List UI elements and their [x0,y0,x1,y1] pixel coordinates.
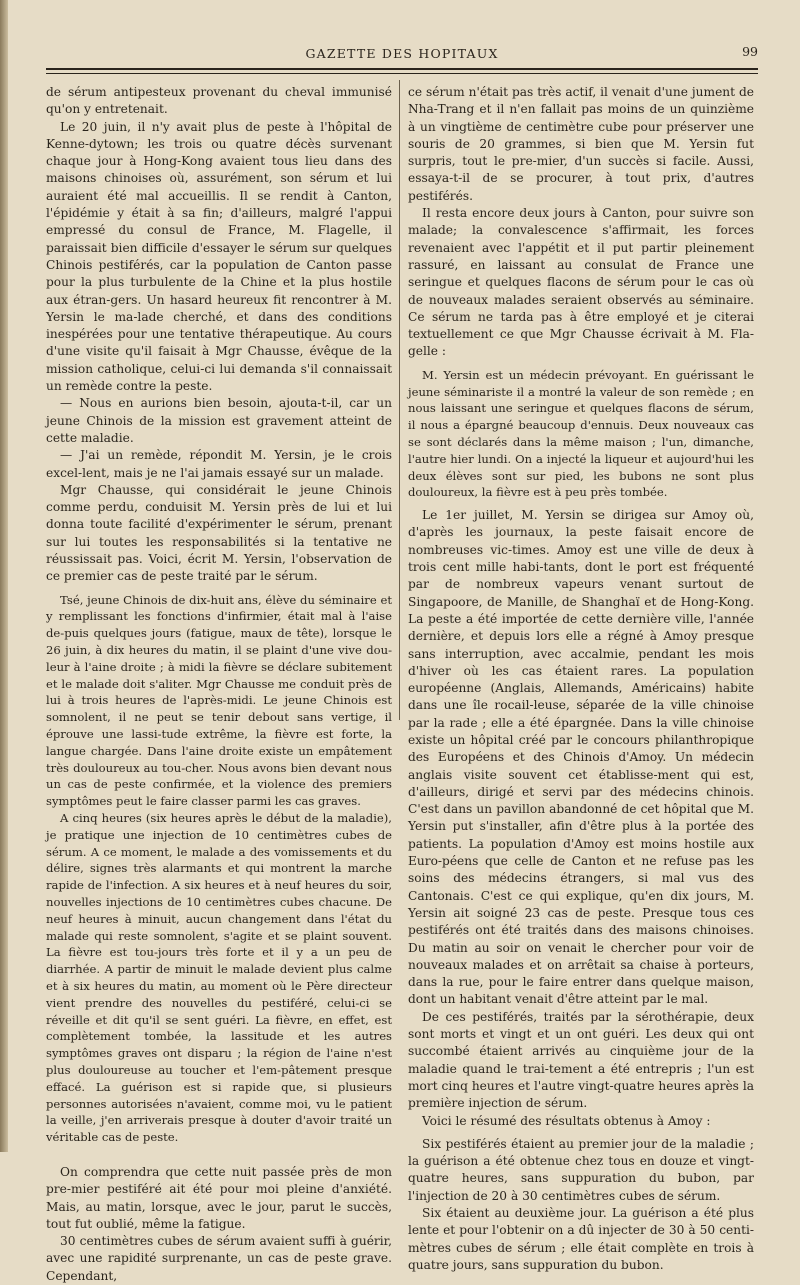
running-title: GAZETTE DES HOPITAUX [305,46,499,61]
paragraph: Voici le résumé des résultats obtenus à Amoy : [422,1113,711,1128]
column-divider [399,80,400,720]
paragraph: — Nous en aurions bien besoin, ajouta-t-il, car un jeune Chinois de la mission est gravement atteint de cette maladie. [46,396,392,445]
paragraph: De ces pestiférés, traités par la sérothérapie, deux sont morts et vingt et un ont guéri. Les deux qui ont succombé étaient arrivés au cinquième jour de la maladie quand le trai-tement a été entrepris ; l'un est mort cinq heures et l'autre vingt-quatre heures après la première injection de sérum. [408,1009,754,1111]
paragraph: On comprendra que cette nuit passée près de mon pre-mier pestiféré ait été pour moi pleine d'anxiété. Mais, au matin, lorsque, avec le jour, parut le succès, tout fut oublié, même la fatigue. [46,1164,392,1231]
paragraph: 30 centimètres cubes de sérum avaient suffi à guérir, avec une rapidité surprenante, un cas de peste grave. Cependant, [46,1234,392,1283]
page-edge [0,0,8,1152]
header-rule-thin [46,73,758,74]
quoted-paragraph: M. Yersin est un médecin prévoyant. En guérissant le jeune séminariste il a montré la valeur de son remède ; en nous laissant une seringue et quelques flacons de sérum, il nous a épargné beaucoup d'ennuis. Deux nouveaux cas se sont déclarés dans la même maison ; l'un, dimanche, l'autre hier lundi. On a injecté la liqueur et aujourd'hui les deux élèves sont sur pied, les bubons ne sont plus douloureux, la fièvre est à peu près tombée. [408,367,754,500]
paragraph: Il resta encore deux jours à Canton, pour suivre son malade; la convalescence s'affirmait, les forces revenaient avec l'appétit et il put partir pleinement rassuré, en laissant au consulat de France une seringue et quelques flacons de sérum pour le cas où de nouveaux malades seraient observés au séminaire. Ce sérum ne tarda pas à être employé et je citerai textuellement ce que Mgr Chausse écrivait à M. Fla-gelle : [408,206,754,359]
paragraph: ce sérum n'était pas très actif, il venait d'une jument de Nha-Trang et il n'en fallait pas moins de un quinzième à un vingtième de centimètre cube pour préserver une souris de 20 grammes, si bien que M. Yersin fut surpris, tout le pre-mier, d'un succès si facile. Aussi, essaya-t-il de se procurer, à tout prix, d'autres pestiférés. [408,85,754,203]
paragraph: Six pestiférés étaient au premier jour de la maladie ; la guérison a été obtenue chez tous en douze et vingt-quatre heures, sans suppuration du bubon, par l'injection de 20 à 30 centimètres cubes de sérum. [408,1136,754,1203]
paragraph: Le 1er juillet, M. Yersin se dirigea sur Amoy où, d'après les journaux, la peste faisait encore de nombreuses vic-times. Amoy est une ville de deux à trois cent mille habi-tants, dont le port est fréquenté par de nombreux vapeurs venant surtout de Singapoore, de Manille, de Shanghaï et de Hong-Kong. La peste a été importée de cette dernière ville, l'année dernière, et depuis lors elle a régné à Amoy presque sans interruption, avec accalmie, pendant les mois d'hiver où les cas étaient rares. La population européenne (Anglais, Allemands, Américains) habite dans une île rocail-leuse, séparée de la ville chinoise par la rade ; elle a été épargnée. Dans la ville chinoise existe un hôpital créé par le concours philanthropique des Européens et des Chinois d'Amoy. Un médecin anglais visite souvent cet établisse-ment qui est, d'ailleurs, dirigé et servi par des médecins chinois. C'est dans un pavillon abandonné de cet hôpital que M. Yersin put s'installer, afin d'être plus à la portée des patients. La population d'Amoy est moins hostile aux Euro-péens que celle de Canton et ne refuse pas les soins des médecins étrangers, si mal vus des Cantonais. C'est ce qui explique, qu'en dix jours, M. Yersin ait soigné 23 cas de peste. Presque tous ces pestiférés ont été traités dans des maisons chinoises. Du matin au soir on venait le chercher pour voir de nouveaux malades et on arrêtait sa chaise à porteurs, dans la rue, pour le faire entrer dans quelque maison, dont un habitant venait d'être atteint par le mal. [408,508,754,1007]
paragraph: — J'ai un remède, répondit M. Yersin, je le crois excel-lent, mais je ne l'ai jamais essayé sur un malade. [46,448,392,480]
page-number: 99 [742,44,758,59]
page-header [46,44,758,64]
paragraph: Mgr Chausse, qui considérait le jeune Chinois comme perdu, conduisit M. Yersin près de lui et lui donna toute facilité d'expérimenter le sérum, prenant sur lui toutes les responsabilités si la tentative ne réussissait pas. Voici, écrit M. Yersin, l'observation de ce premier cas de peste traité par le sérum. [46,482,392,584]
paragraph: Six étaient au deuxième jour. La guérison a été plus lente et pour l'obtenir on a dû injecter de 30 à 50 centi-mètres cubes de sérum ; elle était complète en trois à quatre jours, sans suppuration du bubon. [408,1206,754,1272]
paragraph: de sérum antipesteux provenant du cheval immunisé qu'on y entretenait. [46,85,392,117]
header-rule [46,68,758,70]
paragraph: Le 20 juin, il n'y avait plus de peste à l'hôpital de Kenne-dytown; les trois ou quatre décès survenant chaque jour à Hong-Kong avaient tous lieu dans des maisons chinoises où, assurément, son sérum et lui auraient été mal accueillis. Il se rendit à Canton, l'épidémie y était à sa fin; d'ailleurs, malgré l'appui empressé du consul de France, M. Flagelle, il paraissait bien difficile d'essayer le sérum sur quelques Chinois pestiférés, car la population de Canton passe pour la plus turbulente de la Chine et la plus hostile aux étran-gers. Un hasard heureux fit rencontrer à M. Yersin le ma-lade cherché, et dans des conditions inespérées pour une tentative thérapeutique. Au cours d'une visite qu'il faisait à Mgr Chausse, évêque de la mission catholique, celui-ci lui demanda s'il connaissait un remède contre la peste. [46,119,392,394]
quoted-paragraph: Tsé, jeune Chinois de dix-huit ans, élève du séminaire et y remplissant les fonctions d'infirmier, était mal à l'aise de-puis quelques jours (fatigue, maux de tête), lorsque le 26 juin, à dix heures du matin, il se plaint d'une vive dou-leur à l'aine droite ; à midi la fièvre se déclare subitement et le malade doit s'aliter. Mgr Chausse me conduit près de lui à trois heures de l'après-midi. Le jeune Chinois est somnolent, il ne peut se tenir debout sans vertige, il éprouve une lassi-tude extrême, la fièvre est forte, la langue chargée. Dans l'aine droite existe un empâtement très douloureux au tou-cher. Nous avons bien devant nous un cas de peste confirmée, et la violence des premiers symptômes peut le faire classer parmi les cas graves. [46,592,392,809]
left-column [46,84,392,1285]
quoted-paragraph: A cinq heures (six heures après le début de la maladie), je pratique une injection de 10 centimètres cubes de sérum. A ce moment, le malade a des vomissements et du délire, signes très alarmants et qui montrent la marche rapide de l'infection. A six heures et à neuf heures du soir, nouvelles injections de 10 centimètres cubes chacune. De neuf heures à minuit, aucun changement dans l'état du malade qui reste somnolent, s'agite et se plaint souvent. La fièvre est tou-jours très forte et il y a un peu de diarrhée. A partir de minuit le malade devient plus calme et à six heures du matin, au moment où le Père directeur vient prendre des nouvelles du pestiféré, celui-ci se réveille et dit qu'il se sent guéri. La fièvre, en effet, est complètement tombée, la lassitude et les autres symptômes graves ont disparu ; la région de l'aine n'est plus douloureuse au toucher et l'em-pâtement presque effacé. La guérison est si rapide que, si plusieurs personnes autorisées n'avaient, comme moi, vu le patient la veille, j'en arriverais presque à douter d'avoir traité un véritable cas de peste. [46,810,392,1145]
right-column [408,84,754,1274]
